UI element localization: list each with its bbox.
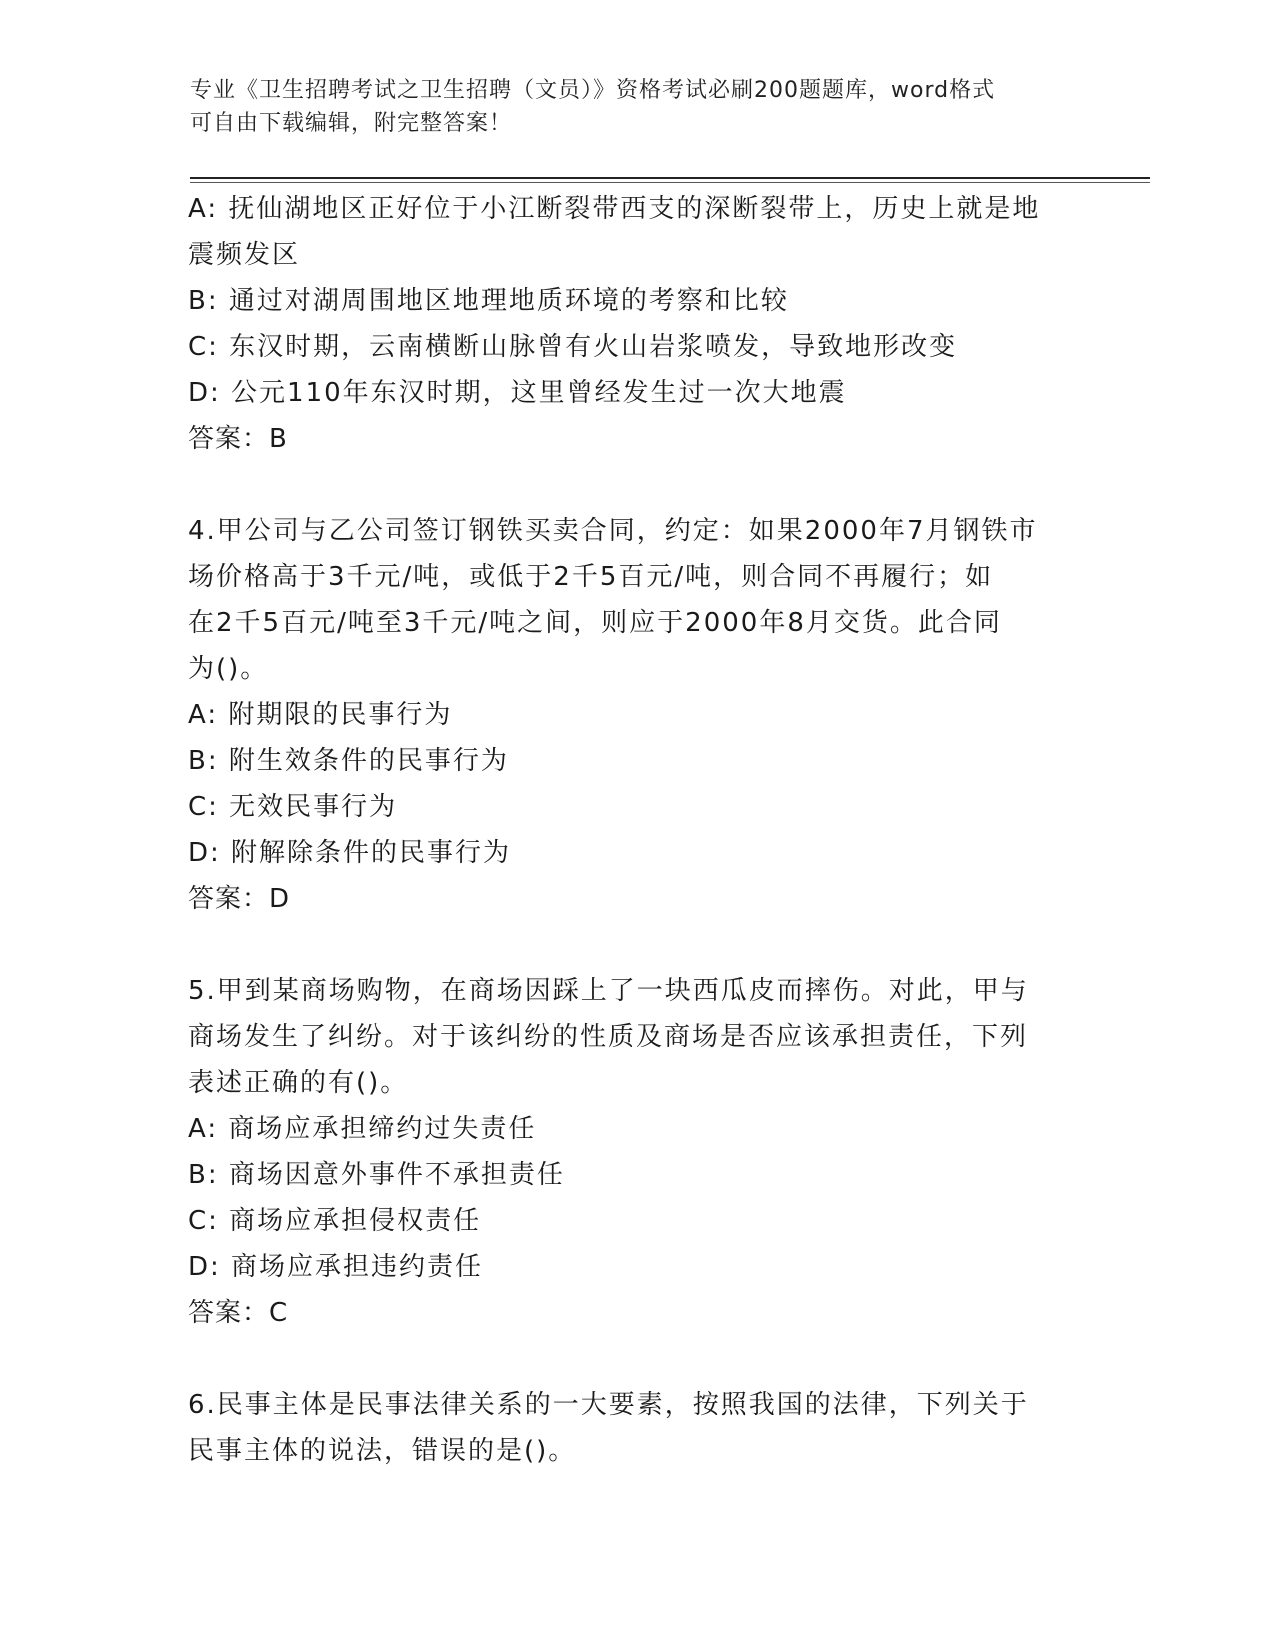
header-divider-thin: [190, 182, 1150, 183]
header-line-1: 专业《卫生招聘考试之卫生招聘（文员）》资格考试必刷200题题库，word格式: [190, 78, 996, 103]
spacer: [188, 922, 1088, 968]
answer: 答案：B: [188, 424, 288, 454]
spacer: [188, 1336, 1088, 1382]
answer: 答案：D: [188, 884, 291, 914]
option-a: A: 附期限的民事行为: [188, 700, 453, 730]
question-4: [188, 508, 1088, 922]
option-d: D: 附解除条件的民事行为: [188, 838, 512, 868]
question-content: [188, 186, 1088, 1474]
document-header: [190, 74, 1070, 140]
question-stem: 表述正确的有()。: [188, 1068, 409, 1098]
question-stem: 场价格高于3千元/吨，或低于2千5百元/吨，则合同不再履行；如: [188, 562, 994, 592]
question-3: [188, 186, 1088, 462]
question-stem: 民事主体的说法，错误的是()。: [188, 1436, 577, 1466]
spacer: [188, 462, 1088, 508]
question-stem: 商场发生了纠纷。对于该纠纷的性质及商场是否应该承担责任，下列: [188, 1022, 1029, 1052]
option-d: D: 公元110年东汉时期，这里曾经发生过一次大地震: [188, 378, 847, 408]
option-b: B: 附生效条件的民事行为: [188, 746, 509, 776]
option-c: C: 东汉时期，云南横断山脉曾有火山岩浆喷发，导致地形改变: [188, 332, 958, 362]
question-stem: 4.甲公司与乙公司签订钢铁买卖合同，约定：如果2000年7月钢铁市: [188, 516, 1038, 546]
option-c: C: 商场应承担侵权责任: [188, 1206, 482, 1236]
option-a-continued: 震频发区: [188, 240, 301, 270]
option-b: B: 通过对湖周围地区地理地质环境的考察和比较: [188, 286, 789, 316]
answer: 答案：C: [188, 1298, 289, 1328]
option-c: C: 无效民事行为: [188, 792, 398, 822]
question-stem: 5.甲到某商场购物，在商场因踩上了一块西瓜皮而摔伤。对此，甲与: [188, 976, 1029, 1006]
question-stem: 为()。: [188, 654, 269, 684]
question-6: [188, 1382, 1088, 1474]
header-divider: [190, 177, 1150, 179]
question-stem: 6.民事主体是民事法律关系的一大要素，按照我国的法律，下列关于: [188, 1390, 1029, 1420]
header-line-2: 可自由下载编辑，附完整答案！: [190, 111, 513, 136]
option-a: A: 抚仙湖地区正好位于小江断裂带西支的深断裂带上，历史上就是地: [188, 194, 1041, 224]
option-a: A: 商场应承担缔约过失责任: [188, 1114, 537, 1144]
option-d: D: 商场应承担违约责任: [188, 1252, 484, 1282]
option-b: B: 商场因意外事件不承担责任: [188, 1160, 565, 1190]
question-5: [188, 968, 1088, 1336]
question-stem: 在2千5百元/吨至3千元/吨之间，则应于2000年8月交货。此合同: [188, 608, 1002, 638]
